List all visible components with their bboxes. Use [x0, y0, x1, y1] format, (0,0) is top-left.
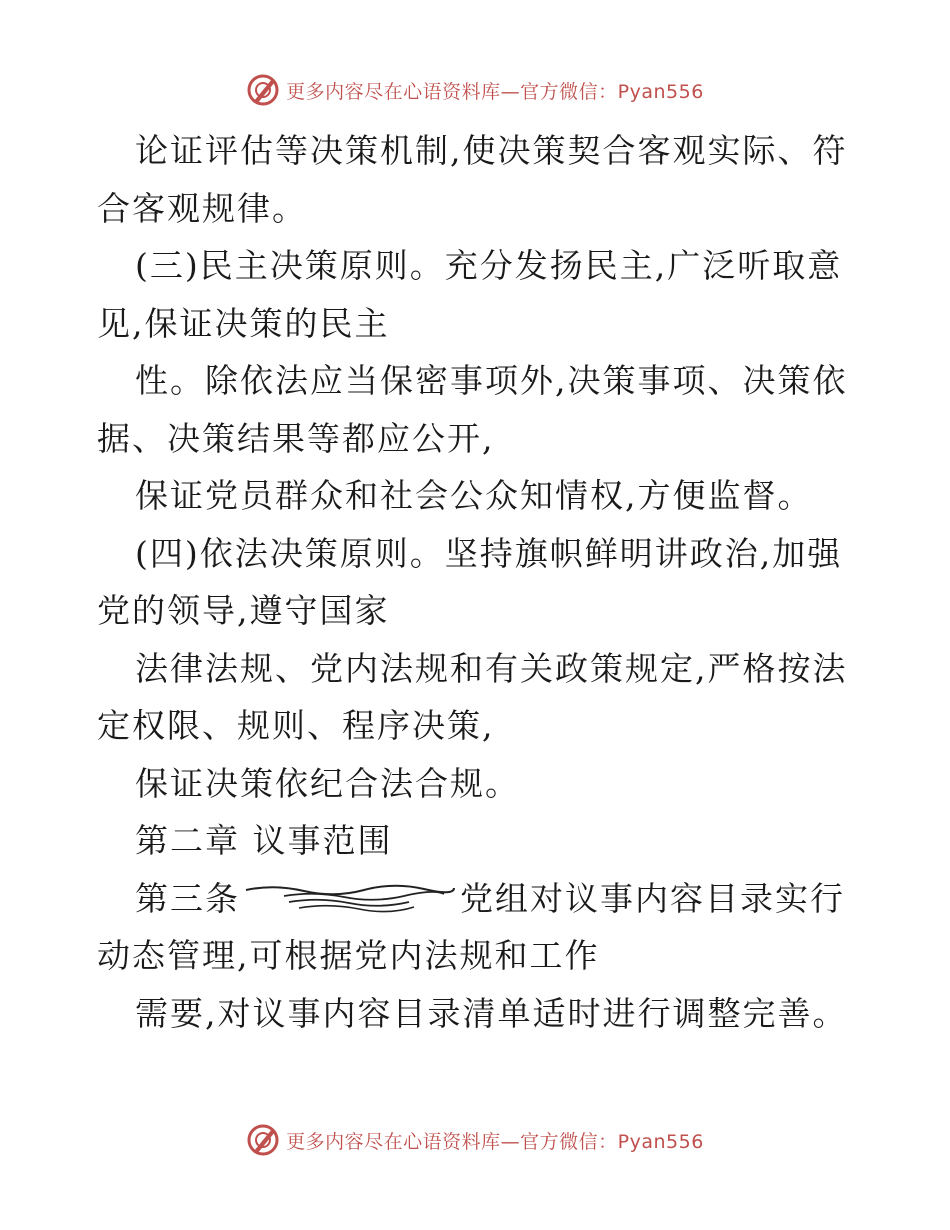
text-line-4: 见,保证决策的民主 [97, 303, 390, 343]
text-line-9: 党的领导,遵守国家 [97, 591, 390, 630]
footer-watermark-banner [0, 1120, 950, 1160]
text-line-12: 保证决策依纪合法合规。 [135, 763, 520, 803]
footer-banner-text: 更多内容尽在心语资料库—官方微信：Pyan556 [286, 1130, 704, 1153]
text-line-11: 定权限、规则、程序决策, [97, 706, 495, 745]
article-3-label: 第三条 [135, 878, 240, 918]
text-line-7: 保证党员群众和社会公众知情权,方便监督。 [135, 476, 813, 515]
document-body [97, 122, 848, 1042]
pen-logo-icon [246, 1123, 280, 1157]
pen-logo-icon [246, 73, 280, 107]
text-line-2: 合客观规律。 [97, 188, 307, 228]
redaction-wave-mark [244, 882, 456, 916]
header-banner-text: 更多内容尽在心语资料库—官方微信：Pyan556 [286, 80, 704, 103]
text-line-8: (四)依法决策原则。坚持旗帜鲜明讲政治,加强 [135, 533, 843, 573]
text-line-10: 法律法规、党内法规和有关政策规定,严格按法 [135, 648, 848, 688]
article-3-line [97, 870, 845, 928]
chapter-heading: 第二章 议事范围 [135, 821, 393, 860]
text-line-15: 动态管理,可根据党内法规和工作 [97, 936, 600, 975]
text-line-3: (三)民主决策原则。充分发扬民主,广泛听取意 [135, 246, 843, 285]
text-line-16: 需要,对议事内容目录清单适时进行调整完善。 [135, 993, 848, 1033]
text-line-5: 性。除依法应当保密事项外,决策事项、决策依 [135, 361, 848, 400]
text-line-6: 据、决策结果等都应公开, [97, 418, 495, 458]
text-line-1: 论证评估等决策机制,使决策契合客观实际、符 [135, 131, 848, 170]
article-3-rest: 党组对议事内容目录实行 [460, 878, 845, 918]
header-watermark-banner [0, 70, 950, 110]
